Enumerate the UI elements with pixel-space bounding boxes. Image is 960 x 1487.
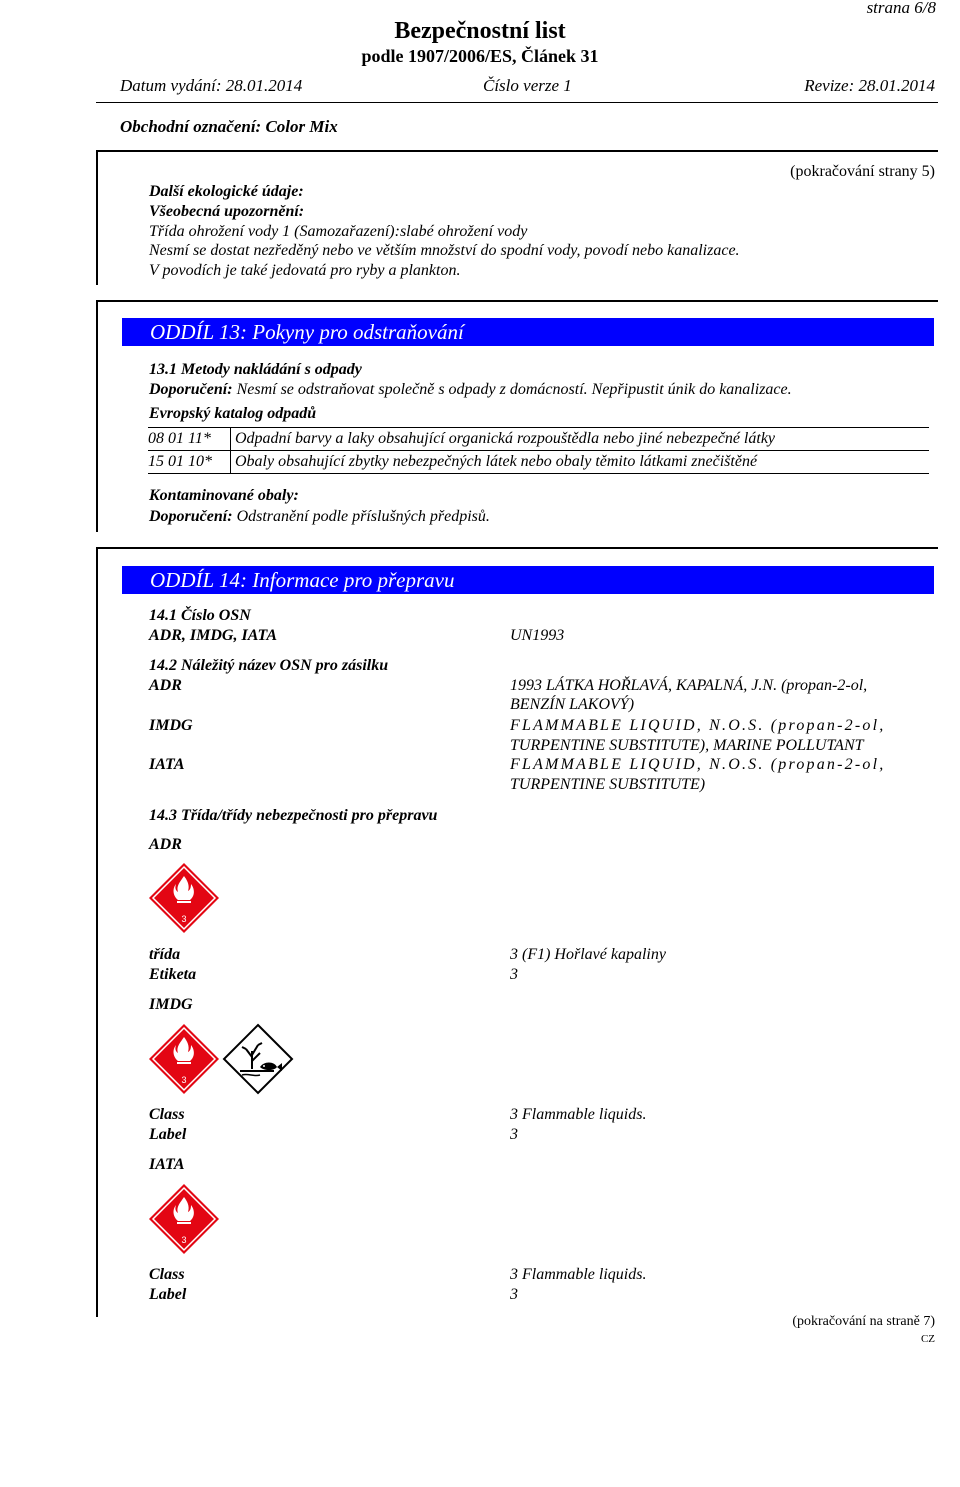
waste-code: 15 01 10* bbox=[148, 451, 231, 474]
iata-class-label: Class bbox=[149, 1266, 185, 1283]
un-value: UN1993 bbox=[510, 627, 565, 644]
marine-pollutant-icon bbox=[222, 1023, 294, 1095]
name-heading: 14.2 Náležitý název OSN pro zásilku bbox=[149, 657, 389, 674]
version-number: Číslo verze 1 bbox=[483, 76, 572, 95]
s13-sub1: 13.1 Metody nakládání s odpady bbox=[149, 361, 362, 378]
s13-rec2-text: Odstranění podle příslušných předpisů. bbox=[236, 508, 490, 525]
continued-from: (pokračování strany 5) bbox=[790, 163, 935, 180]
eco-line-water-class: Třída ohrožení vody 1 (Samozařazení):slabé ohrožení vody bbox=[149, 223, 528, 240]
eco-heading: Další ekologické údaje: bbox=[149, 183, 304, 200]
adr-class-value: 3 (F1) Hořlavé kapaliny bbox=[510, 946, 666, 963]
table-row bbox=[148, 451, 929, 474]
iata-section-label: IATA bbox=[149, 1156, 185, 1173]
section13-title-bar bbox=[122, 318, 934, 346]
eco-line-groundwater: Nesmí se dostat nezředěný nebo ve větším množství do spodní vody, povodí nebo kanalizace. bbox=[149, 242, 740, 259]
adr-section-label: ADR bbox=[149, 836, 182, 853]
s13-rec2-label: Doporučení: bbox=[149, 508, 233, 525]
imdg-class-label: Class bbox=[149, 1106, 185, 1123]
imdg-label-label: Label bbox=[149, 1126, 187, 1143]
adr-class-label: třída bbox=[149, 946, 181, 963]
revision-date: Revize: 28.01.2014 bbox=[804, 76, 935, 95]
pictogram-class-number: 3 bbox=[181, 1235, 187, 1245]
iata-name-line1: FLAMMABLE LIQUID, N.O.S. (propan-2-ol, bbox=[510, 756, 886, 773]
adr-label: ADR bbox=[149, 677, 182, 694]
page-number: strana 6/8 bbox=[866, 0, 936, 17]
class-heading: 14.3 Třída/třídy nebezpečnosti pro přepravu bbox=[149, 807, 438, 824]
issue-date: Datum vydání: 28.01.2014 bbox=[120, 76, 303, 95]
waste-description: Odpadní barvy a laky obsahující organická rozpouštědla nebo jiné nebezpečné látky bbox=[231, 428, 930, 451]
s13-recommendation-2 bbox=[149, 508, 490, 526]
eco-general-label: Všeobecná upozornění: bbox=[149, 203, 305, 220]
flammable-pictogram-iata bbox=[148, 1183, 220, 1255]
un-heading: 14.1 Číslo OSN bbox=[149, 607, 251, 624]
flammable-pictogram-adr bbox=[148, 862, 220, 934]
adr-etiketa-label: Etiketa bbox=[149, 966, 197, 983]
iata-name-line2: TURPENTINE SUBSTITUTE) bbox=[510, 776, 706, 793]
packaging-label: Kontaminované obaly: bbox=[149, 487, 299, 504]
iata-label: IATA bbox=[149, 756, 185, 773]
adr-name-line2: BENZÍN LAKOVÝ) bbox=[510, 696, 635, 713]
document-title: Bezpečnostní list bbox=[394, 18, 566, 44]
waste-description: Obaly obsahující zbytky nebezpečných látek nebo obaly těmito látkami znečištěné bbox=[231, 451, 930, 474]
s13-recommendation bbox=[149, 381, 792, 399]
un-label: ADR, IMDG, IATA bbox=[149, 627, 278, 644]
eco-line-fish: V povodích je také jedovatá pro ryby a plankton. bbox=[149, 262, 461, 279]
catalog-title: Evropský katalog odpadů bbox=[149, 405, 317, 422]
section14-title: ODDÍL 14: Informace pro přepravu bbox=[150, 568, 455, 592]
adr-name-line1: 1993 LÁTKA HOŘLAVÁ, KAPALNÁ, J.N. (propan-2-ol, bbox=[510, 677, 868, 694]
waste-catalog-table bbox=[148, 427, 929, 474]
table-row bbox=[148, 428, 929, 451]
iata-class-value: 3 Flammable liquids. bbox=[510, 1266, 647, 1283]
waste-code: 08 01 11* bbox=[148, 428, 231, 451]
pictogram-class-number: 3 bbox=[181, 914, 187, 924]
imdg-label-value: 3 bbox=[510, 1126, 518, 1143]
section13-title: ODDÍL 13: Pokyny pro odstraňování bbox=[150, 320, 464, 344]
trade-name: Obchodní označení: Color Mix bbox=[120, 117, 338, 136]
iata-label-label: Label bbox=[149, 1286, 187, 1303]
country-code: CZ bbox=[920, 1333, 935, 1345]
imdg-label: IMDG bbox=[149, 717, 193, 734]
imdg-name-line2: TURPENTINE SUBSTITUTE), MARINE POLLUTANT bbox=[510, 737, 864, 754]
section14-title-bar bbox=[122, 566, 934, 594]
flammable-pictogram-imdg bbox=[148, 1023, 220, 1095]
pictogram-class-number: 3 bbox=[181, 1075, 187, 1085]
adr-etiketa-value: 3 bbox=[510, 966, 518, 983]
imdg-class-value: 3 Flammable liquids. bbox=[510, 1106, 647, 1123]
continued-to: (pokračování na straně 7) bbox=[792, 1314, 935, 1329]
imdg-section-label: IMDG bbox=[149, 996, 193, 1013]
iata-label-value: 3 bbox=[510, 1286, 518, 1303]
header-divider bbox=[96, 102, 938, 103]
s13-rec-label: Doporučení: bbox=[149, 381, 233, 398]
s13-rec-text: Nesmí se odstraňovat společně s odpady z domácností. Nepřipustit únik do kanalizace. bbox=[236, 381, 792, 398]
document-subtitle: podle 1907/2006/ES, Článek 31 bbox=[361, 46, 599, 66]
imdg-name-line1: FLAMMABLE LIQUID, N.O.S. (propan-2-ol, bbox=[510, 717, 886, 734]
